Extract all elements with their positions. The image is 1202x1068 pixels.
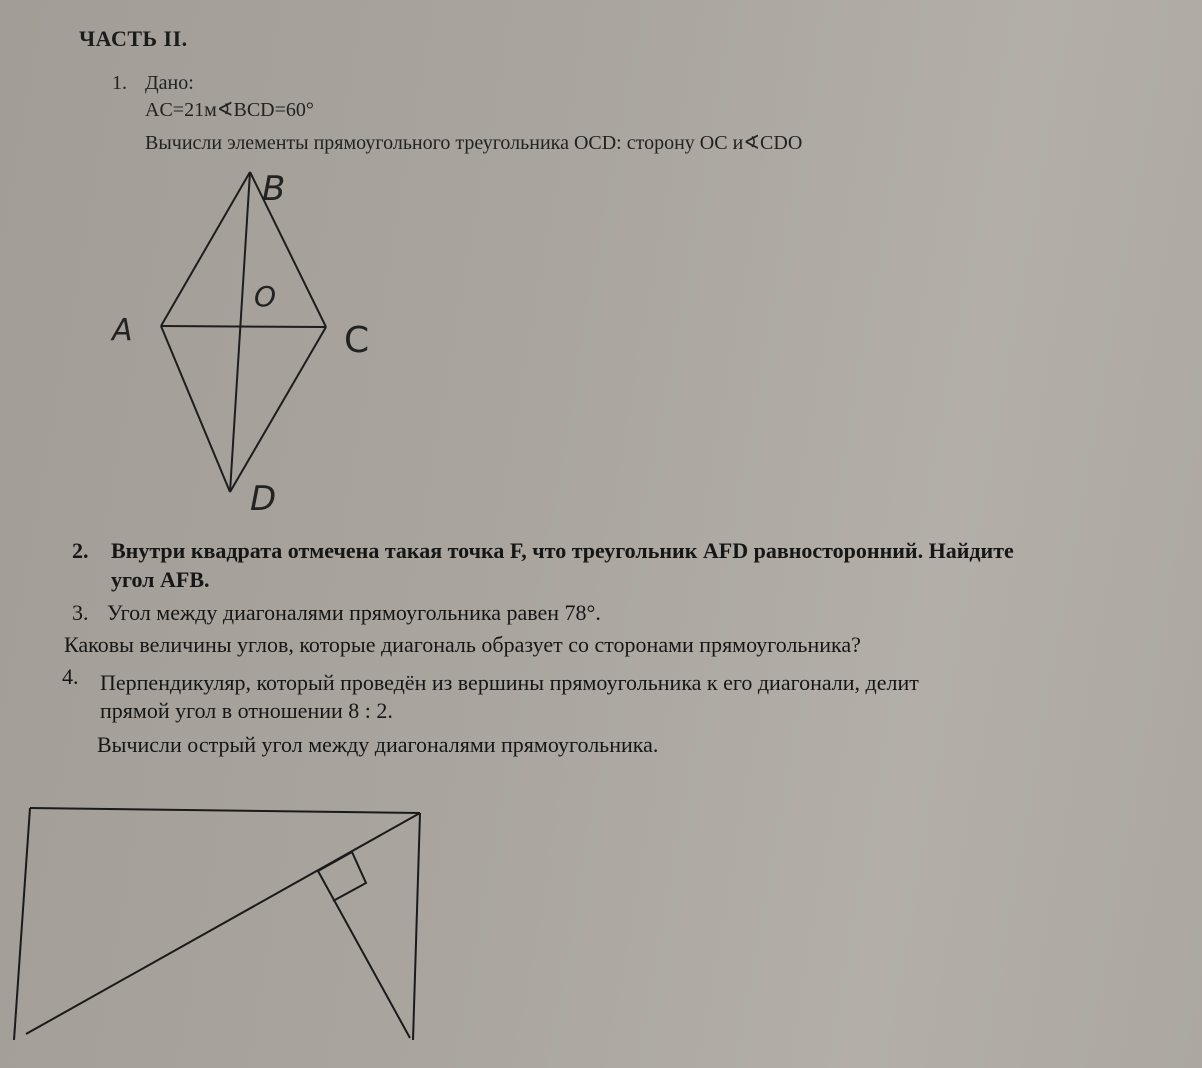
problem2-line1: Внутри квадрата отмечена такая точка F, что треугольник AFD равносторонний. Найдите: [111, 538, 1014, 563]
problem1-task: Вычисли элементы прямоугольного треугольника OCD: сторону OC и∢CDO: [145, 132, 803, 154]
problem4-line3: Вычисли острый угол между диагоналями прямоугольника.: [97, 732, 659, 757]
problem3-line1: Угол между диагоналями прямоугольника равен 78°.: [107, 600, 601, 625]
rect-right: [413, 813, 420, 1040]
part-title: ЧАСТЬ II.: [79, 26, 188, 51]
rect-top: [30, 808, 420, 813]
problem4-line2: прямой угол в отношении 8 : 2.: [100, 698, 393, 723]
problem4-line1: Перпендикуляр, который проведён из вершины прямоугольника к его диагонали, делит: [100, 670, 919, 695]
rhombus-side-da: [161, 326, 230, 492]
rhombus-side-ab: [161, 172, 250, 326]
label-c: C: [344, 320, 370, 361]
problem4-number: 4.: [62, 664, 79, 689]
label-d: D: [250, 479, 277, 519]
rect-diagonal: [26, 813, 420, 1034]
rect-left: [14, 808, 30, 1040]
rhombus-side-cd: [230, 327, 326, 492]
problem2-line2: угол AFB.: [111, 567, 210, 592]
right-angle-mark: [318, 852, 366, 901]
label-a: A: [112, 313, 133, 348]
label-o: O: [254, 280, 277, 313]
problem2-number: 2.: [72, 538, 89, 563]
diagonal-bd: [230, 172, 250, 492]
problem1-data: AC=21м∢BCD=60°: [145, 99, 314, 121]
problem3-line2: Каковы величины углов, которые диагональ образует со сторонами прямоугольника?: [64, 632, 861, 657]
diagonal-ac: [161, 326, 326, 327]
rectangle-figure: [14, 808, 420, 1040]
problem1-given: Дано:: [145, 72, 194, 94]
problem3-number: 3.: [72, 600, 89, 625]
problem1-number: 1.: [112, 72, 127, 94]
label-b: B: [262, 169, 286, 209]
rect-perpendicular: [318, 871, 410, 1038]
